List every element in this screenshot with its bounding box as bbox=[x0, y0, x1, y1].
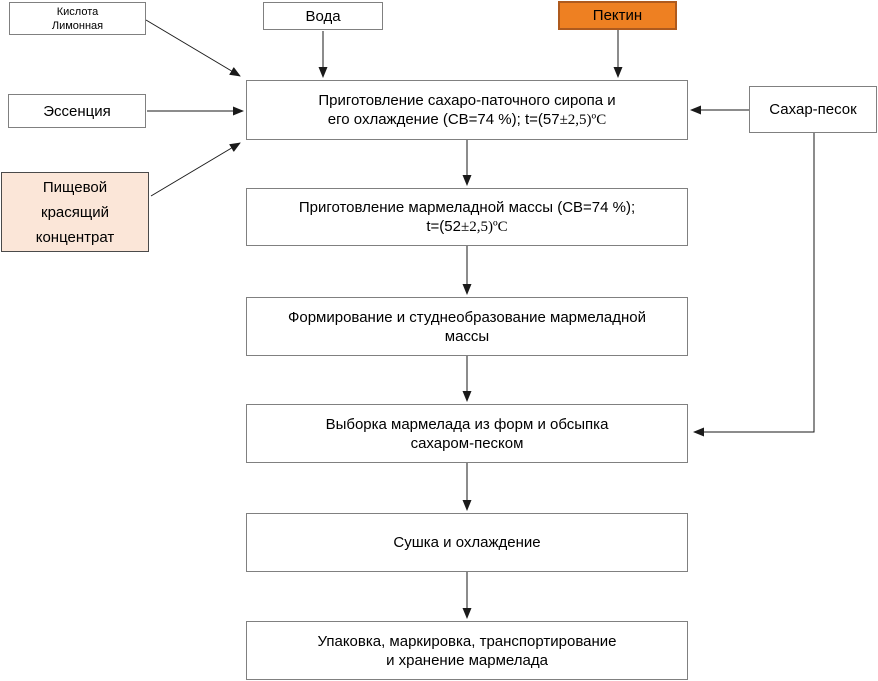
input-pectin bbox=[558, 1, 677, 30]
step-mass-line2-serif: ±2,5)ºС bbox=[460, 218, 508, 235]
input-citric-acid bbox=[9, 2, 146, 35]
step-syrup-line2-serif: ±2,5)ºС bbox=[559, 111, 607, 128]
input-food-dye-line2: красящий bbox=[41, 203, 109, 221]
step-marmalade-mass bbox=[246, 188, 688, 246]
input-sugar bbox=[749, 86, 877, 133]
arrow-citric-acid-to-syrup bbox=[146, 20, 240, 76]
step-packing bbox=[246, 621, 688, 680]
arrow-dye-to-syrup bbox=[151, 143, 240, 196]
input-food-dye bbox=[1, 172, 149, 252]
input-pectin-label: Пектин bbox=[592, 7, 643, 24]
input-essence bbox=[8, 94, 146, 128]
step-extraction-line1: Выборка мармелада из форм и обсыпка bbox=[325, 415, 609, 433]
step-forming-line2: массы bbox=[444, 327, 490, 345]
step-extraction bbox=[246, 404, 688, 463]
step-packing-line1: Упаковка, маркировка, транспортирование bbox=[317, 632, 617, 650]
step-drying bbox=[246, 513, 688, 572]
input-essence-label: Эссенция bbox=[43, 102, 111, 120]
step-syrup-line1: Приготовление сахаро-паточного сиропа и bbox=[318, 91, 616, 109]
input-water-label: Вода bbox=[305, 7, 341, 25]
step-mass-line2 bbox=[426, 217, 507, 237]
input-sugar-label: Сахар-песок bbox=[769, 101, 857, 118]
step-extraction-line2: сахаром-песком bbox=[410, 434, 524, 452]
input-food-dye-line1: Пищевой bbox=[42, 178, 108, 196]
step-drying-line1: Сушка и охлаждение bbox=[393, 534, 541, 551]
step-syrup-line2-sans: его охлаждение (СВ=74 %); t=(57 bbox=[327, 110, 560, 128]
input-citric-acid-line2: Лимонная bbox=[51, 19, 104, 32]
input-food-dye-line3: концентрат bbox=[35, 228, 115, 246]
step-forming-line1: Формирование и студнеобразование мармеладной bbox=[287, 308, 647, 326]
step-forming bbox=[246, 297, 688, 356]
input-citric-acid-line1: Кислота bbox=[56, 5, 99, 18]
step-packing-line2: и хранение мармелада bbox=[386, 651, 548, 669]
step-mass-line2-sans: t=(52 bbox=[426, 217, 461, 235]
step-syrup-preparation bbox=[246, 80, 688, 140]
input-water bbox=[263, 2, 383, 30]
arrow-sugar-to-extraction bbox=[694, 133, 814, 432]
step-mass-line1: Приготовление мармеладной массы (СВ=74 %); bbox=[298, 198, 636, 216]
step-syrup-line2 bbox=[328, 110, 606, 130]
